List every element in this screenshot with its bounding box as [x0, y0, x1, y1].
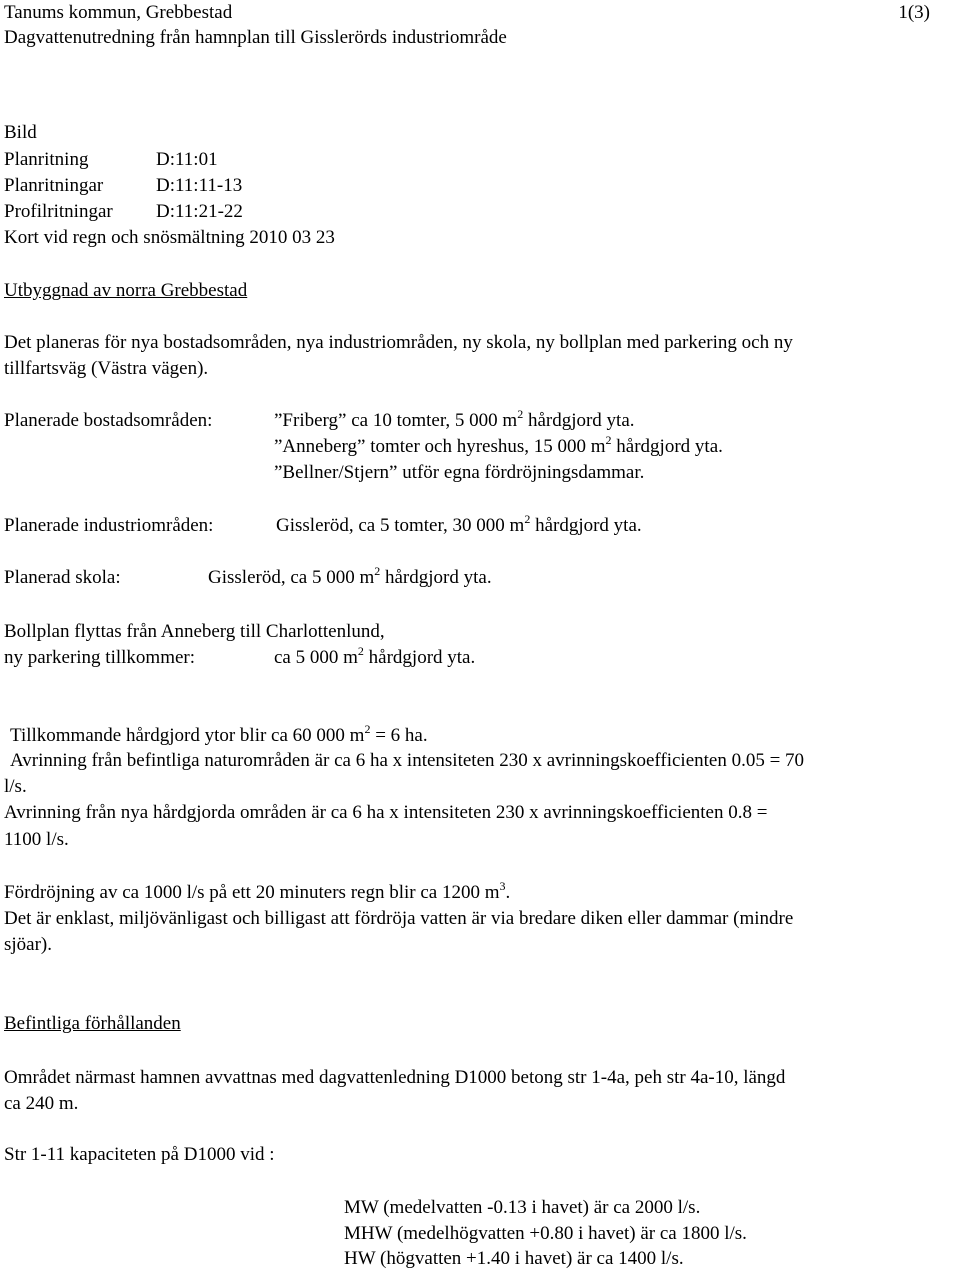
bild-row-label: Profilritningar: [4, 201, 113, 222]
superscript: 2: [357, 644, 364, 658]
text: hårdgjord yta.: [363, 647, 476, 668]
list-item: MW (medelvatten -0.13 i havet) är ca 2000 l/s.: [344, 1197, 701, 1218]
bild-row: [4, 199, 113, 225]
text: hårdgjord yta.: [611, 436, 723, 457]
calc-line: [4, 880, 510, 906]
superscript: 3: [499, 879, 506, 893]
section-heading-befintliga: Befintliga förhållanden: [4, 1013, 181, 1034]
superscript: 2: [364, 722, 371, 736]
paragraph-line: ca 240 m.: [4, 1093, 79, 1114]
page-number: 1(3): [898, 2, 930, 23]
calc-line: Avrinning från nya hårdgjorda områden är ca 6 ha x intensiteten 230 x avrinningskoefficienten 0.8 =: [4, 802, 768, 823]
bild-row: [4, 173, 103, 199]
text: hårdgjord yta.: [530, 515, 642, 536]
text: Gissleröd, ca 5 tomter, 30 000 m: [276, 515, 525, 536]
bostad-anneberg: [274, 434, 723, 460]
bostad-bellner: ”Bellner/Stjern” utför egna fördröjningsdammar.: [274, 462, 645, 483]
calc-line: [10, 723, 428, 749]
text: ”Anneberg” tomter och hyreshus, 15 000 m: [274, 436, 606, 457]
bild-row-label: Planritning: [4, 149, 89, 170]
bostad-label: Planerade bostadsområden:: [4, 410, 213, 431]
paragraph-line: Området närmast hamnen avvattnas med dagvattenledning D1000 betong str 1-4a, peh str 4a-10, längd: [4, 1067, 786, 1088]
section-heading-utbyggnad: Utbyggnad av norra Grebbestad: [4, 280, 248, 301]
superscript: 2: [524, 512, 531, 526]
text: Fördröjning av ca 1000 l/s på ett 20 minuters regn blir ca 1200 m: [4, 882, 500, 903]
text: ”Friberg” ca 10 tomter, 5 000 m: [274, 410, 518, 431]
industri-value: [276, 513, 642, 539]
text: hårdgjord yta.: [380, 567, 492, 588]
header-subtitle: Dagvattenutredning från hamnplan till Gisslerörds industriområde: [4, 27, 507, 48]
bollplan-label: ny parkering tillkommer:: [4, 647, 196, 668]
calc-line: Det är enklast, miljövänligast och billigast att fördröja vatten är via bredare diken eller dammar (mindre: [4, 908, 794, 929]
calc-line: 1100 l/s.: [4, 829, 69, 850]
superscript: 2: [605, 433, 612, 447]
text: .: [505, 882, 511, 903]
text: Tillkommande hårdgjord ytor blir ca 60 000 m: [10, 725, 365, 746]
text: Gissleröd, ca 5 000 m: [208, 567, 375, 588]
calc-line: Avrinning från befintliga naturområden är ca 6 ha x intensiteten 230 x avrinningskoefficienten 0.05 = 70: [10, 750, 805, 771]
bild-row-value: D:11:21-22: [156, 201, 243, 222]
industri-label: Planerade industriområden:: [4, 515, 214, 536]
superscript: 2: [517, 407, 524, 421]
list-item: HW (högvatten +1.40 i havet) är ca 1400 l/s.: [344, 1248, 684, 1269]
paragraph-line: Det planeras för nya bostadsområden, nya industriområden, ny skola, ny bollplan med parkering och ny: [4, 332, 793, 353]
text: hårdgjord yta.: [523, 410, 635, 431]
calc-line: sjöar).: [4, 934, 53, 955]
skola-label: Planerad skola:: [4, 567, 121, 588]
header-org: Tanums kommun, Grebbestad: [4, 2, 233, 23]
list-item: MHW (medelhögvatten +0.80 i havet) är ca 1800 l/s.: [344, 1223, 747, 1244]
calc-line: l/s.: [4, 776, 27, 797]
text: = 6 ha.: [370, 725, 428, 746]
paragraph-line: Str 1-11 kapaciteten på D1000 vid :: [4, 1144, 275, 1165]
bollplan-value: [274, 645, 475, 671]
text: ca 5 000 m: [274, 647, 358, 668]
superscript: 2: [374, 564, 381, 578]
bostad-friberg: [274, 408, 635, 434]
paragraph-line: tillfartsväg (Västra vägen).: [4, 358, 209, 379]
bild-heading: Bild: [4, 122, 37, 143]
bild-row-value: D:11:11-13: [156, 175, 243, 196]
bollplan-line: Bollplan flyttas från Anneberg till Charlottenlund,: [4, 621, 385, 642]
bild-row: [4, 147, 88, 173]
skola-value: [208, 565, 492, 591]
bild-kort: Kort vid regn och snösmältning 2010 03 23: [4, 227, 335, 248]
bild-row-value: D:11:01: [156, 149, 218, 170]
bild-row-label: Planritningar: [4, 175, 104, 196]
